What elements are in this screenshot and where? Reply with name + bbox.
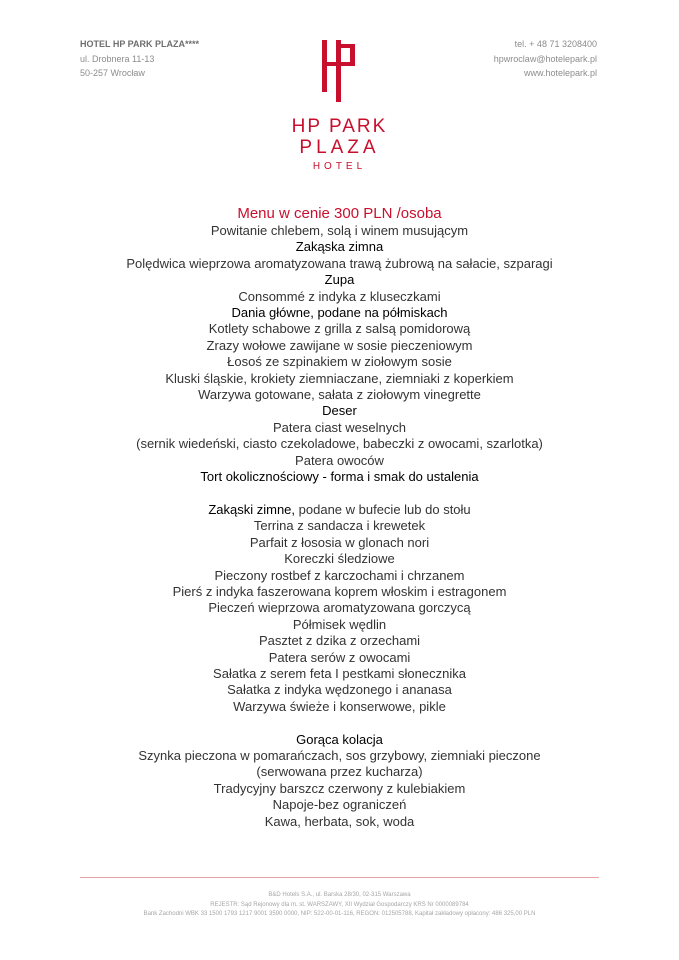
logo-text-hp-park: HP PARK <box>291 116 388 137</box>
menu-item: Półmisek wędlin <box>292 616 387 632</box>
footer-company: B&D Hotels S.A., ul. Barska 28/30, 02-315 Warszawa <box>268 892 411 898</box>
menu-item: Łosoś ze szpinakiem w ziołowym sosie <box>227 354 452 370</box>
menu-item: Pieczeń wieprzowa aromatyzowana gorczycą <box>208 600 471 616</box>
section-heading-soup: Zupa <box>324 272 355 288</box>
spacer <box>0 715 679 731</box>
section-heading-cake: Tort okolicznościowy - forma i smak do ustalenia <box>200 469 479 485</box>
menu-item: (sernik wiedeński, ciasto czekoladowe, babeczki z owocami, szarlotka) <box>136 436 543 452</box>
menu-item: Consommé z indyka z kluseczkami <box>238 288 441 304</box>
menu-item: Szynka pieczona w pomarańczach, sos grzybowy, ziemniaki pieczone <box>138 747 541 763</box>
menu-item: Pierś z indyka faszerowana koprem włoskim i estragonem <box>172 583 507 599</box>
menu-item: Kluski śląskie, krokiety ziemniaczane, ziemniaki z koperkiem <box>165 370 514 386</box>
menu-item: Sałatka z serem feta I pestkami słonecznika <box>213 665 466 681</box>
menu-item: Kotlety schabowe z grilla z salsą pomidorową <box>208 321 471 337</box>
menu-item: Sałatka z indyka wędzonego i ananasa <box>227 682 452 698</box>
menu-item: Warzywa świeże i konserwowe, pikle <box>233 698 446 714</box>
logo-text-hotel: HOTEL <box>312 161 367 172</box>
section-heading-buffet-line <box>0 502 679 518</box>
menu-item: Pieczony rostbef z karczochami i chrzanem <box>214 567 465 583</box>
footer <box>0 891 679 920</box>
hotel-name: HOTEL HP PARK PLAZA**** <box>80 39 200 49</box>
section-heading-mains: Dania główne, podane na półmiskach <box>231 305 448 321</box>
section-heading-buffet: Zakąski zimne, <box>208 501 296 517</box>
menu-title: Menu w cenie 300 PLN /osoba <box>237 205 442 222</box>
menu-item: Kawa, herbata, sok, woda <box>264 813 415 829</box>
menu-item: Zrazy wołowe zawijane w sosie pieczeniowym <box>206 337 473 353</box>
section-heading-hot-supper: Gorąca kolacja <box>296 731 383 747</box>
footer-divider <box>80 877 599 878</box>
hotel-website: www.hotelepark.pl <box>523 68 597 78</box>
menu-item: (serwowana przez kucharza) <box>256 764 423 780</box>
menu-item: Warzywa gotowane, sałata z ziołowym vinegrette <box>198 387 481 403</box>
spacer <box>0 486 679 502</box>
menu-item: Patera serów z owocami <box>268 649 411 665</box>
menu-item: Parfait z łososia w glonach nori <box>249 534 430 550</box>
menu-item: Pasztet z dzika z orzechami <box>258 633 421 649</box>
menu-item: Polędwica wieprzowa aromatyzowana trawą żubrową na sałacie, szparagi <box>126 255 553 271</box>
logo-text-plaza: PLAZA <box>299 137 380 158</box>
menu-item: Tradycyjny barszcz czerwony z kulebiakiem <box>213 780 466 796</box>
menu-item: Terrina z sandacza i krewetek <box>253 518 426 534</box>
hotel-phone: tel. + 48 71 3208400 <box>514 39 597 49</box>
footer-registry: REJESTR: Sąd Rejonowy dla m. st. WARSZAWY, XII Wydział Gospodarczy KRS Nr 0000089784 <box>210 901 469 908</box>
hotel-street: ul. Drobnera 11-13 <box>80 53 155 64</box>
section-heading-cold-starter: Zakąska zimna <box>295 239 384 255</box>
menu-item: Patera owoców <box>295 452 384 468</box>
hotel-city: 50-257 Wrocław <box>80 68 145 78</box>
footer-bank: Bank Zachodni WBK 33 1500 1793 1217 9001 3590 0000, NIP: 522-00-01-116, REGON: 012505788, Kapitał zakładowy opłacony: 486 325,00 PLN <box>143 911 536 917</box>
section-heading-buffet-note: podane w bufecie lub do stołu <box>295 501 471 517</box>
menu-item: Koreczki śledziowe <box>284 551 395 567</box>
menu-welcome: Powitanie chlebem, solą i winem musującym <box>210 223 469 238</box>
section-heading-dessert: Deser <box>322 403 357 419</box>
menu-item: Patera ciast weselnych <box>273 419 406 435</box>
hotel-email: hpwroclaw@hotelepark.pl <box>493 53 597 64</box>
menu-content <box>0 205 679 830</box>
hp-monogram-icon <box>320 40 360 102</box>
hotel-logo <box>0 40 679 174</box>
menu-item: Napoje-bez ograniczeń <box>272 797 407 813</box>
